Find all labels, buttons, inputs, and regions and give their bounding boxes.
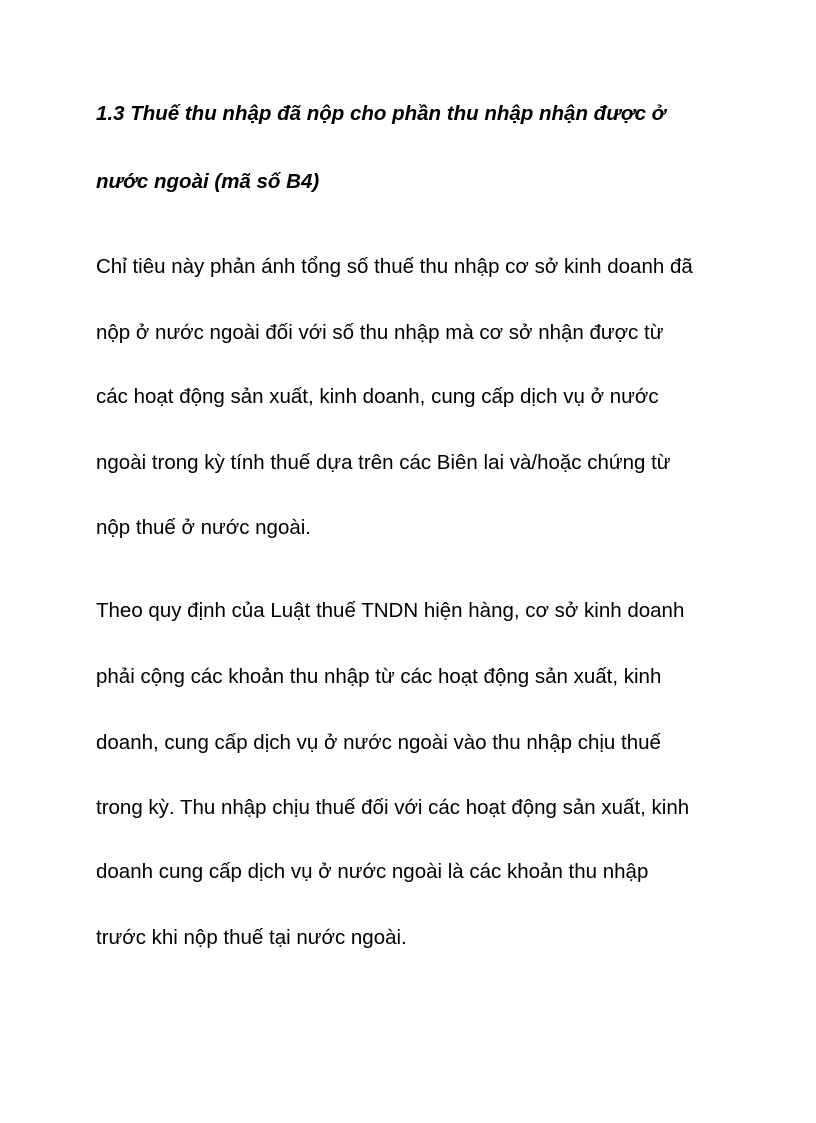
paragraph-line: Theo quy định của Luật thuế TNDN hiện hàng, cơ sở kinh doanh (96, 599, 685, 622)
heading-line: nước ngoài (mã số B4) (96, 170, 320, 193)
heading-line: 1.3 Thuế thu nhập đã nộp cho phần thu nhập nhận được ở (96, 102, 666, 125)
paragraph-line: trước khi nộp thuế tại nước ngoài. (96, 926, 407, 949)
paragraph-line: Chỉ tiêu này phản ánh tổng số thuế thu nhập cơ sở kinh doanh đã (96, 255, 693, 278)
paragraph-line: các hoạt động sản xuất, kinh doanh, cung cấp dịch vụ ở nước (96, 385, 659, 408)
paragraph-line: nộp thuế ở nước ngoài. (96, 516, 311, 539)
paragraph-line: doanh, cung cấp dịch vụ ở nước ngoài vào thu nhập chịu thuế (96, 731, 661, 754)
paragraph-line: nộp ở nước ngoài đối với số thu nhập mà cơ sở nhận được từ (96, 321, 664, 344)
paragraph-line: trong kỳ. Thu nhập chịu thuế đối với các hoạt động sản xuất, kinh (96, 796, 690, 819)
paragraph-line: ngoài trong kỳ tính thuế dựa trên các Biên lai và/hoặc chứng từ (96, 451, 671, 474)
paragraph-line: phải cộng các khoản thu nhập từ các hoạt động sản xuất, kinh (96, 665, 662, 688)
paragraph-line: doanh cung cấp dịch vụ ở nước ngoài là các khoản thu nhập (96, 860, 649, 883)
